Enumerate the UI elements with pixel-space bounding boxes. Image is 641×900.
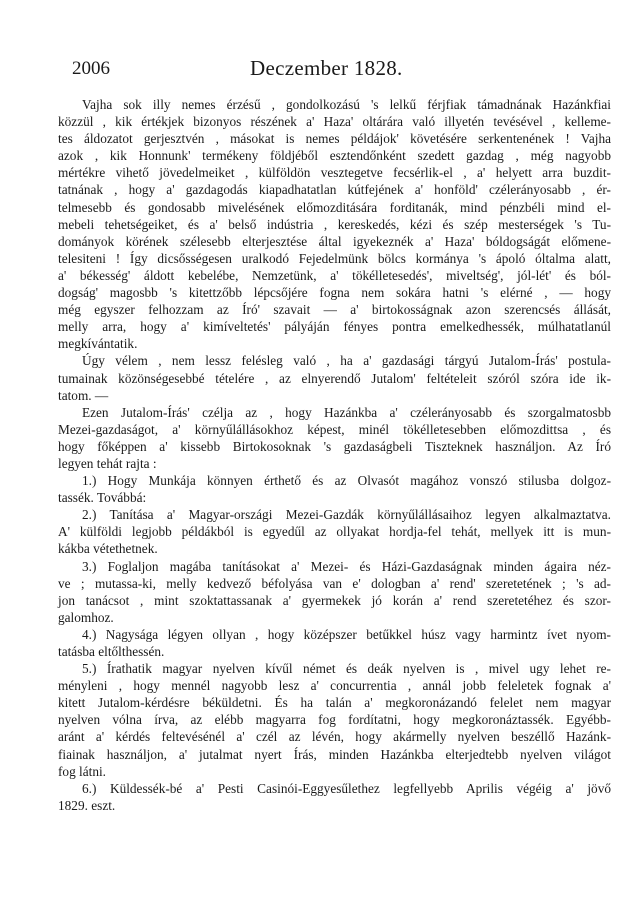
text-line: hogy főképpen a' kissebb Birtokosoknak 's gazdaságbeli Tiszteknek használjon. Az Író (58, 438, 611, 454)
text-line: legyen tehát rajta : (58, 455, 157, 471)
paragraph (58, 660, 611, 780)
text-line: galomhoz. (58, 609, 114, 625)
text-line: 1829. eszt. (58, 797, 116, 813)
text-line: Úgy vélem , nem lessz felésleg való , ha a' gazdasági tárgyú Jutalom-Írás' postula- (82, 353, 611, 369)
text-line: aránt a' kérdés feltevésénél a' czél az lévén, hogy akármelly nyelven beszéllő Hazánk- (58, 729, 611, 745)
text-line: tassék. Továbbá: (58, 490, 147, 506)
text-line: tatásba eltőlthessén. (58, 644, 165, 659)
text-line: azok , kik Honnunk' termékeny földjéből esztendőnként szedett gazdag , még nagyobb (58, 148, 611, 164)
text-line: dogság' magosbb 's kitettzőbb lépcsőjére fogna nem sokára hatni 's elérné , — hogy (58, 285, 611, 301)
text-line: mebeli tehetségeiket, és a' belső indústria , kereskedés, kézi és szép mesterségek 's Tu- (58, 216, 611, 232)
page-number: 2006 (72, 58, 110, 79)
text-line: kitett Jutalom-kérdésre béküldetni. És ha talán a' megkoronázandó felelet nem magyar (58, 695, 611, 711)
text-line: 3.) Foglaljon magába tanításokat a' Mezei- és Házi-Gazdaságnak minden ágaira néz- (82, 558, 611, 574)
text-line: ményleni , hogy mennél nagyobb lesz a' concurrentia , annál jobb feleletek fognak a' (58, 678, 611, 694)
text-line: dományok körének szélesebb elterjesztése által igyekeznék a' Haza' bóldogságát előmene- (58, 233, 611, 249)
text-line: jon tanácsot , mint szoktattassanak a' gyermekek jó korán a' rend szeretetéhez és szor- (58, 592, 611, 608)
text-line: tatnának , hogy a' gazdagodás kiapadhatatlan kútfejének a' honföld' czélerányosabb , ér- (58, 182, 611, 198)
text-line: tatom. — (58, 387, 109, 403)
text-line: tes áldozatot gerjesztvén , másokat is nemes példájok' követésére serkentenének ! Vajha (58, 131, 611, 147)
text-line: nyelven vólna írva, az elébb magyarra fog fordítatni, hogy megkoronáztassék. Egyébb- (58, 712, 611, 728)
text-line: A' külföldi legjobb példákból is egyedűl az ollyakat hordja-fel tehát, mellyek itt is mun- (58, 524, 611, 540)
text-line: telmesebb és gondosabb mivelésének előmozditására forditanák, mind pénzbéli mind el- (58, 199, 611, 215)
paragraph (58, 472, 611, 506)
text-line: kákba vétethetnek. (58, 541, 158, 557)
running-title: Deczember 1828. (250, 56, 403, 80)
text-line: 1.) Hogy Munkája könnyen érthető és az Olvasót magához vonszó stilusba dolgoz- (82, 473, 611, 489)
text-line: közzül , kik értékjek bizonyos részének a' Haza' oltárára való illyetén tevésével , kelleme- (58, 114, 611, 130)
paragraph (58, 506, 611, 557)
text-line: fiainak használjon, a' jutalmat nyert Írás, minden Hazánkba elterjedtebb nyelven világot (58, 746, 611, 762)
text-line: mértékre vihető jövedelmeiket , külföldön vesztegetve fecsérlik-el , a' helyett arra buzdit- (58, 165, 611, 181)
paragraph (58, 558, 611, 626)
text-line: ve ; mutassa-ki, melly kedvező béfolyása van e' dologban a' rend' szeretetének ; 's ad- (58, 575, 611, 591)
text-line: a' békesség' áldott kebelébe, Nemzetünk, a' tökélletesedés', miveltség', jól-lét' és ból- (58, 267, 611, 283)
paragraph (58, 780, 611, 814)
text-line: 5.) Írathatik magyar nyelven kívűl német és deák nyelven is , mivel ugy lehet re- (82, 661, 611, 677)
text-line: fog látni. (58, 763, 107, 779)
text-line: 2.) Tanítása a' Magyar-országi Mezei-Gazdák környűlállásaihoz legyen alkalmaztatva. (82, 507, 611, 523)
text-line: Mezei-gazdaságot, a' környűlállásokhoz képest, minél tökélletesebben előmozdittsa , és (58, 421, 611, 437)
paragraph (58, 96, 611, 352)
paragraph (58, 626, 611, 660)
text-line: Vajha sok illy nemes érzésű , gondolkozású 's lelkű férjfiak támadnának Hazánkfiai (82, 97, 611, 112)
text-line: telesiteni ! Így dicsősségesen uralkodó Fejedelmünk bölcs kormánya 's ápoló óltalma alatt, (58, 250, 611, 266)
paragraph (58, 404, 611, 472)
text-line: tumainak közönségesebbé tételére , az elnyerendő Jutalom' feltételeit szóról szóra ide ik- (58, 370, 611, 386)
text-line: 6.) Küldessék-bé a' Pesti Casinói-Eggyesűlethez legfellyebb Aprilis végéig a' jövő (82, 780, 611, 796)
text-line: megkívántatik. (58, 336, 138, 352)
text-line: 4.) Nagysága légyen ollyan , hogy középszer betűkkel húsz vagy harmintz ívet nyom- (82, 626, 611, 642)
text-line: Ezen Jutalom-Írás' czélja az , hogy Hazánkba a' czélerányosabb és szorgalmatosbb (82, 404, 611, 420)
document-body (58, 96, 611, 814)
text-line: még egyszer felhozzam az Író' szavait — a' birtokosságnak azon szerencsés állását, (58, 302, 611, 318)
paragraph (58, 352, 611, 403)
text-line: melly arra, hogy a' kimíveltetés' pályáján fényes pontra emelkedhessék, múlhatatlanúl (58, 319, 611, 335)
